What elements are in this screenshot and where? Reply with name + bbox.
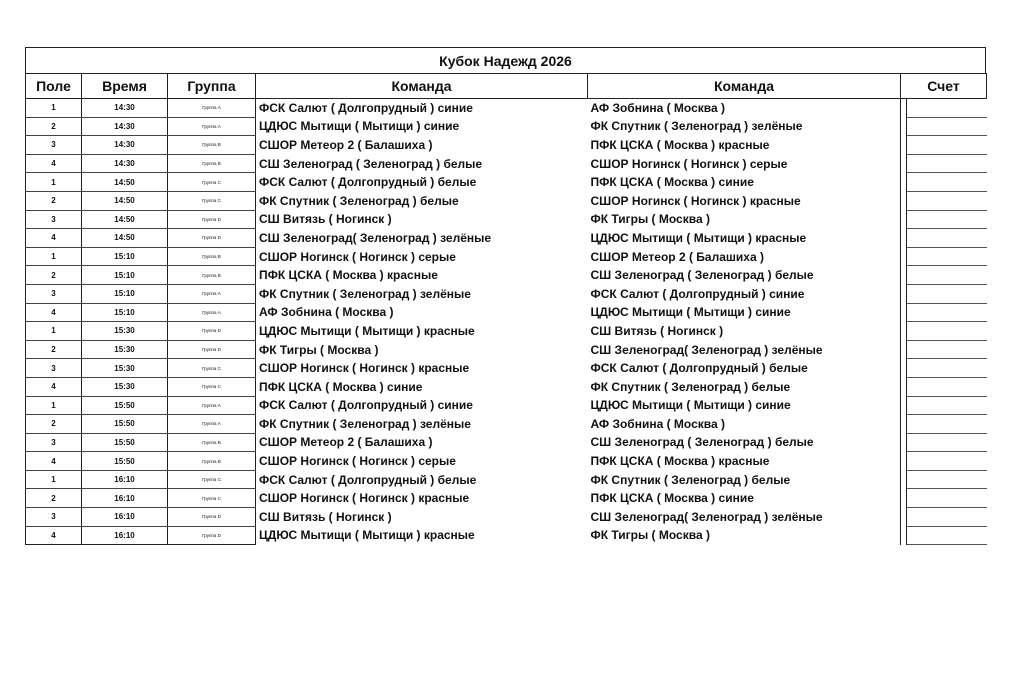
cell-team2: СШОР Ногинск ( Ногинск ) серые xyxy=(590,156,788,171)
cell-team1: ФСК Салют ( Долгопрудный ) синие xyxy=(259,398,473,413)
cell-group: Группа C xyxy=(168,489,256,508)
cell-time: 16:10 xyxy=(82,526,168,545)
cell-team2: ФК Спутник ( Зеленоград ) зелёные xyxy=(590,119,803,134)
cell-group: Группа А xyxy=(168,303,256,322)
header-group: Группа xyxy=(168,74,256,99)
cell-team2: ФК Спутник ( Зеленоград ) белые xyxy=(590,472,791,487)
cell-team1: ЦДЮС Мытищи ( Мытищи ) красные xyxy=(259,323,475,338)
cell-score[interactable] xyxy=(907,284,987,303)
table-row xyxy=(26,470,987,489)
cell-team2: СШ Зеленоград( Зеленоград ) зелёные xyxy=(590,342,823,357)
cell-group: Группа B xyxy=(168,154,256,173)
cell-time: 14:50 xyxy=(82,229,168,248)
cell-score[interactable] xyxy=(907,396,987,415)
cell-group: Группа D xyxy=(168,340,256,359)
cell-team2: СШ Зеленоград( Зеленоград ) зелёные xyxy=(590,509,823,524)
cell-team1: СШ Зеленоград( Зеленоград ) зелёные xyxy=(259,230,492,245)
cell-time: 15:10 xyxy=(82,303,168,322)
cell-group: Группа B xyxy=(168,247,256,266)
cell-score[interactable] xyxy=(907,173,987,192)
cell-time: 15:10 xyxy=(82,284,168,303)
cell-team2: ПФК ЦСКА ( Москва ) синие xyxy=(590,491,754,506)
cell-team1: СШОР Метеор 2 ( Балашиха ) xyxy=(259,435,433,450)
cell-team2: ПФК ЦСКА ( Москва ) красные xyxy=(590,454,770,469)
cell-group: Группа А xyxy=(168,284,256,303)
cell-group: Группа C xyxy=(168,470,256,489)
cell-time: 14:50 xyxy=(82,173,168,192)
cell-group: Группа C xyxy=(168,191,256,210)
cell-team2: ФК Тигры ( Москва ) xyxy=(590,212,710,227)
cell-team2: СШ Зеленоград ( Зеленоград ) белые xyxy=(590,268,814,283)
cell-team1: СШОР Ногинск ( Ногинск ) красные xyxy=(259,361,470,376)
cell-group: Группа B xyxy=(168,452,256,471)
cell-score[interactable] xyxy=(907,303,987,322)
cell-score[interactable] xyxy=(907,266,987,285)
cell-group: Группа D xyxy=(168,526,256,545)
cell-score[interactable] xyxy=(907,508,987,527)
cell-team1: ФСК Салют ( Долгопрудный ) белые xyxy=(259,175,477,190)
cell-team1: СШОР Метеор 2 ( Балашиха ) xyxy=(259,137,433,152)
header-team1: Команда xyxy=(256,74,588,99)
header-row xyxy=(26,74,987,99)
cell-time: 15:30 xyxy=(82,377,168,396)
cell-time: 15:50 xyxy=(82,433,168,452)
cell-time: 15:50 xyxy=(82,396,168,415)
table-row xyxy=(26,266,987,285)
cell-field: 1 xyxy=(26,247,82,266)
cell-group: Группа D xyxy=(168,210,256,229)
table-row xyxy=(26,340,987,359)
cell-group: Группа А xyxy=(168,415,256,434)
cell-group: Группа D xyxy=(168,229,256,248)
cell-team2: ФК Тигры ( Москва ) xyxy=(590,528,710,543)
cell-team1: ПФК ЦСКА ( Москва ) синие xyxy=(259,379,423,394)
cell-field: 4 xyxy=(26,526,82,545)
cell-team1: ФК Спутник ( Зеленоград ) зелёные xyxy=(259,286,471,301)
cell-score[interactable] xyxy=(907,117,987,136)
cell-team1: АФ Зобнина ( Москва ) xyxy=(259,305,394,320)
cell-time: 15:30 xyxy=(82,359,168,378)
cell-field: 3 xyxy=(26,433,82,452)
cell-field: 2 xyxy=(26,340,82,359)
cell-time: 16:10 xyxy=(82,470,168,489)
table-row xyxy=(26,322,987,341)
cell-group: Группа B xyxy=(168,433,256,452)
cell-field: 3 xyxy=(26,359,82,378)
cell-score[interactable] xyxy=(907,359,987,378)
cell-group: Группа C xyxy=(168,359,256,378)
schedule-sheet xyxy=(25,47,986,545)
cell-score[interactable] xyxy=(907,136,987,155)
cell-time: 14:30 xyxy=(82,99,168,118)
table-row xyxy=(26,526,987,545)
cell-team1: ПФК ЦСКА ( Москва ) красные xyxy=(259,268,438,283)
cell-field: 3 xyxy=(26,210,82,229)
table-row xyxy=(26,396,987,415)
cell-group: Группа B xyxy=(168,266,256,285)
cell-group: Группа D xyxy=(168,322,256,341)
cell-score[interactable] xyxy=(907,340,987,359)
cell-field: 2 xyxy=(26,415,82,434)
cell-score[interactable] xyxy=(907,247,987,266)
cell-time: 15:30 xyxy=(82,340,168,359)
table-row xyxy=(26,284,987,303)
cell-group: Группа D xyxy=(168,508,256,527)
cell-team1: СШОР Ногинск ( Ногинск ) серые xyxy=(259,454,456,469)
cell-time: 15:30 xyxy=(82,322,168,341)
cell-time: 14:30 xyxy=(82,136,168,155)
cell-time: 16:10 xyxy=(82,508,168,527)
cell-time: 15:10 xyxy=(82,247,168,266)
cell-team1: ФСК Салют ( Долгопрудный ) синие xyxy=(259,101,473,116)
cell-team2: ЦДЮС Мытищи ( Мытищи ) синие xyxy=(590,305,791,320)
cell-field: 3 xyxy=(26,508,82,527)
cell-team1: ЦДЮС Мытищи ( Мытищи ) красные xyxy=(259,528,475,543)
cell-score[interactable] xyxy=(907,489,987,508)
cell-time: 16:10 xyxy=(82,489,168,508)
cell-team1: ФСК Салют ( Долгопрудный ) белые xyxy=(259,472,477,487)
table-row xyxy=(26,229,987,248)
table-row xyxy=(26,303,987,322)
table-row xyxy=(26,99,987,118)
cell-team1: СШОР Ногинск ( Ногинск ) красные xyxy=(259,491,470,506)
header-team2: Команда xyxy=(588,74,901,99)
table-row xyxy=(26,136,987,155)
table-row xyxy=(26,154,987,173)
cell-group: Группа А xyxy=(168,396,256,415)
cell-field: 4 xyxy=(26,154,82,173)
header-time: Время xyxy=(82,74,168,99)
table-row xyxy=(26,210,987,229)
cell-score[interactable] xyxy=(907,322,987,341)
cell-team2: ФК Спутник ( Зеленоград ) белые xyxy=(590,379,791,394)
cell-field: 1 xyxy=(26,396,82,415)
cell-field: 2 xyxy=(26,489,82,508)
cell-team1: СШ Зеленоград ( Зеленоград ) белые xyxy=(259,156,483,171)
cell-score[interactable] xyxy=(907,210,987,229)
cell-team2: ПФК ЦСКА ( Москва ) красные xyxy=(590,137,770,152)
table-row xyxy=(26,508,987,527)
cell-field: 1 xyxy=(26,99,82,118)
cell-time: 14:50 xyxy=(82,210,168,229)
cell-team1: СШОР Ногинск ( Ногинск ) серые xyxy=(259,249,456,264)
cell-field: 3 xyxy=(26,284,82,303)
cell-field: 2 xyxy=(26,117,82,136)
cell-team1: ФК Спутник ( Зеленоград ) зелёные xyxy=(259,416,471,431)
cell-group: Группа А xyxy=(168,99,256,118)
cell-score[interactable] xyxy=(907,526,987,545)
cell-field: 4 xyxy=(26,377,82,396)
table-row xyxy=(26,191,987,210)
cell-score[interactable] xyxy=(907,415,987,434)
cell-score[interactable] xyxy=(907,470,987,489)
cell-team2: СШ Витязь ( Ногинск ) xyxy=(590,323,724,338)
cell-team2: АФ Зобнина ( Москва ) xyxy=(590,416,725,431)
cell-field: 2 xyxy=(26,191,82,210)
cell-team2: СШОР Метеор 2 ( Балашиха ) xyxy=(590,249,764,264)
cell-team2: ЦДЮС Мытищи ( Мытищи ) синие xyxy=(590,398,791,413)
cell-group: Группа C xyxy=(168,377,256,396)
header-field: Поле xyxy=(26,74,82,99)
cell-team1: СШ Витязь ( Ногинск ) xyxy=(259,509,392,524)
cell-team1: СШ Витязь ( Ногинск ) xyxy=(259,212,392,227)
cell-time: 14:30 xyxy=(82,117,168,136)
cell-field: 1 xyxy=(26,173,82,192)
cell-score[interactable] xyxy=(907,191,987,210)
tournament-title: Кубок Надежд 2026 xyxy=(25,47,986,73)
cell-score[interactable] xyxy=(907,154,987,173)
table-row xyxy=(26,377,987,396)
table-row xyxy=(26,415,987,434)
cell-time: 14:50 xyxy=(82,191,168,210)
table-row xyxy=(26,247,987,266)
cell-team2: СШ Зеленоград ( Зеленоград ) белые xyxy=(590,435,814,450)
cell-group: Группа B xyxy=(168,136,256,155)
cell-field: 1 xyxy=(26,470,82,489)
cell-score[interactable] xyxy=(907,99,987,118)
table-row xyxy=(26,452,987,471)
cell-score[interactable] xyxy=(907,229,987,248)
cell-field: 1 xyxy=(26,322,82,341)
cell-score[interactable] xyxy=(907,433,987,452)
cell-field: 2 xyxy=(26,266,82,285)
header-score: Счет xyxy=(901,74,987,99)
cell-team2: ФСК Салют ( Долгопрудный ) белые xyxy=(590,361,808,376)
cell-time: 14:30 xyxy=(82,154,168,173)
schedule-table xyxy=(25,73,987,545)
cell-time: 15:50 xyxy=(82,452,168,471)
cell-score[interactable] xyxy=(907,377,987,396)
cell-team2: ПФК ЦСКА ( Москва ) синие xyxy=(590,175,754,190)
table-row xyxy=(26,489,987,508)
cell-team1: ЦДЮС Мытищи ( Мытищи ) синие xyxy=(259,119,460,134)
table-row xyxy=(26,433,987,452)
cell-team2: АФ Зобнина ( Москва ) xyxy=(590,101,725,116)
cell-field: 4 xyxy=(26,452,82,471)
cell-team2: СШОР Ногинск ( Ногинск ) красные xyxy=(590,193,801,208)
cell-team1: ФК Тигры ( Москва ) xyxy=(259,342,379,357)
cell-field: 3 xyxy=(26,136,82,155)
cell-team2: ФСК Салют ( Долгопрудный ) синие xyxy=(590,286,805,301)
cell-field: 4 xyxy=(26,303,82,322)
cell-time: 15:50 xyxy=(82,415,168,434)
cell-team2: ЦДЮС Мытищи ( Мытищи ) красные xyxy=(590,230,807,245)
cell-score[interactable] xyxy=(907,452,987,471)
cell-field: 4 xyxy=(26,229,82,248)
table-row xyxy=(26,173,987,192)
cell-group: Группа C xyxy=(168,173,256,192)
table-row xyxy=(26,117,987,136)
cell-team1: ФК Спутник ( Зеленоград ) белые xyxy=(259,193,459,208)
cell-group: Группа А xyxy=(168,117,256,136)
cell-time: 15:10 xyxy=(82,266,168,285)
table-row xyxy=(26,359,987,378)
